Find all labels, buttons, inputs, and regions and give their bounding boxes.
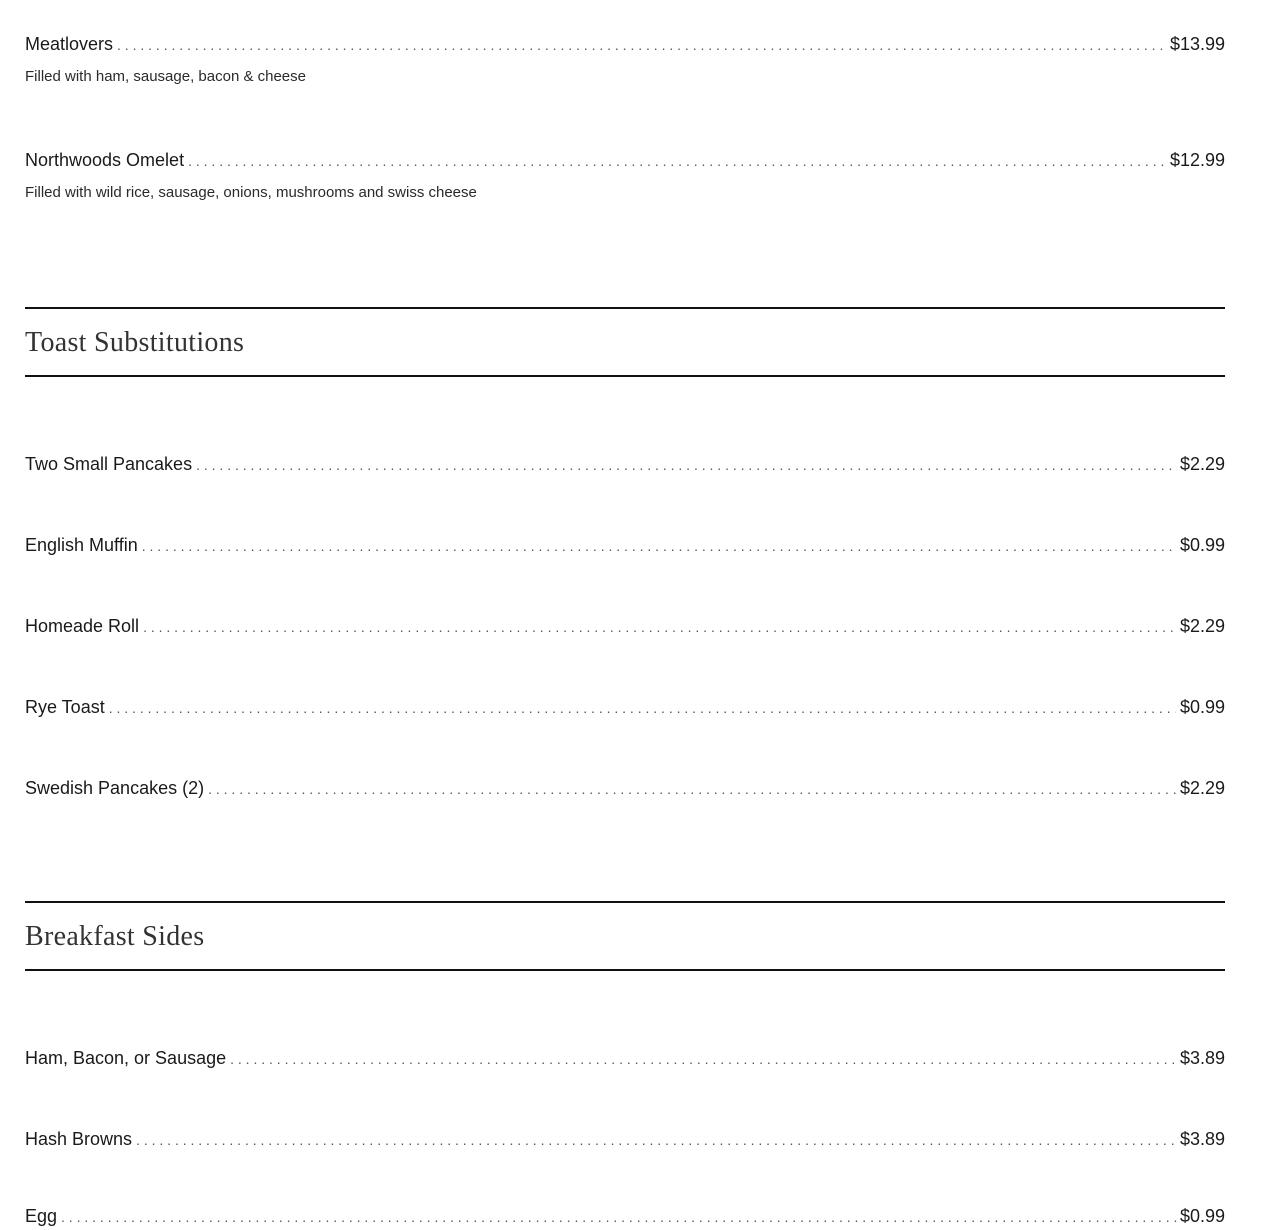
menu-item (25, 31, 1225, 87)
item-name: Ham, Bacon, or Sausage (25, 1048, 227, 1068)
menu-item (25, 451, 1225, 477)
dot-leader (109, 695, 1176, 721)
item-price: $12.99 (1169, 150, 1225, 170)
item-price: $0.99 (1179, 1206, 1225, 1226)
item-name: Two Small Pancakes (25, 454, 193, 474)
item-price: $2.29 (1179, 778, 1225, 798)
item-name: Rye Toast (25, 697, 105, 717)
item-name: Homeade Roll (25, 616, 140, 636)
menu-item (25, 1126, 1225, 1152)
item-name: Egg (25, 1206, 58, 1226)
dot-leader (136, 1127, 1176, 1153)
section-title: Toast Substitutions (25, 327, 245, 358)
section-header-toast-substitutions (25, 307, 1225, 377)
item-price: $0.99 (1179, 697, 1225, 717)
item-price: $2.29 (1179, 616, 1225, 636)
item-name: Meatlovers (25, 34, 114, 54)
item-description: Filled with wild rice, sausage, onions, mushrooms and swiss cheese (25, 184, 477, 201)
section-title: Breakfast Sides (25, 921, 205, 952)
dot-leader (143, 614, 1176, 640)
menu-item (25, 1045, 1225, 1071)
dot-leader (196, 452, 1176, 478)
item-price: $13.99 (1169, 34, 1225, 54)
menu-item (25, 147, 1225, 203)
item-price: $2.29 (1179, 454, 1225, 474)
menu-item (25, 532, 1225, 558)
item-price: $3.89 (1179, 1048, 1225, 1068)
dot-leader (230, 1046, 1176, 1072)
dot-leader (61, 1204, 1176, 1230)
menu-item (25, 694, 1225, 720)
item-name: Swedish Pancakes (2) (25, 778, 205, 798)
menu-item (25, 1203, 1225, 1229)
dot-leader (117, 32, 1166, 58)
item-name: Hash Browns (25, 1129, 133, 1149)
menu-item (25, 775, 1225, 801)
item-name: Northwoods Omelet (25, 150, 185, 170)
item-price: $3.89 (1179, 1129, 1225, 1149)
section-header-breakfast-sides (25, 901, 1225, 971)
item-price: $0.99 (1179, 535, 1225, 555)
item-name: English Muffin (25, 535, 138, 555)
dot-leader (142, 533, 1176, 559)
dot-leader (188, 148, 1166, 174)
menu-item (25, 613, 1225, 639)
item-description: Filled with ham, sausage, bacon & cheese (25, 68, 306, 85)
dot-leader (208, 776, 1176, 802)
